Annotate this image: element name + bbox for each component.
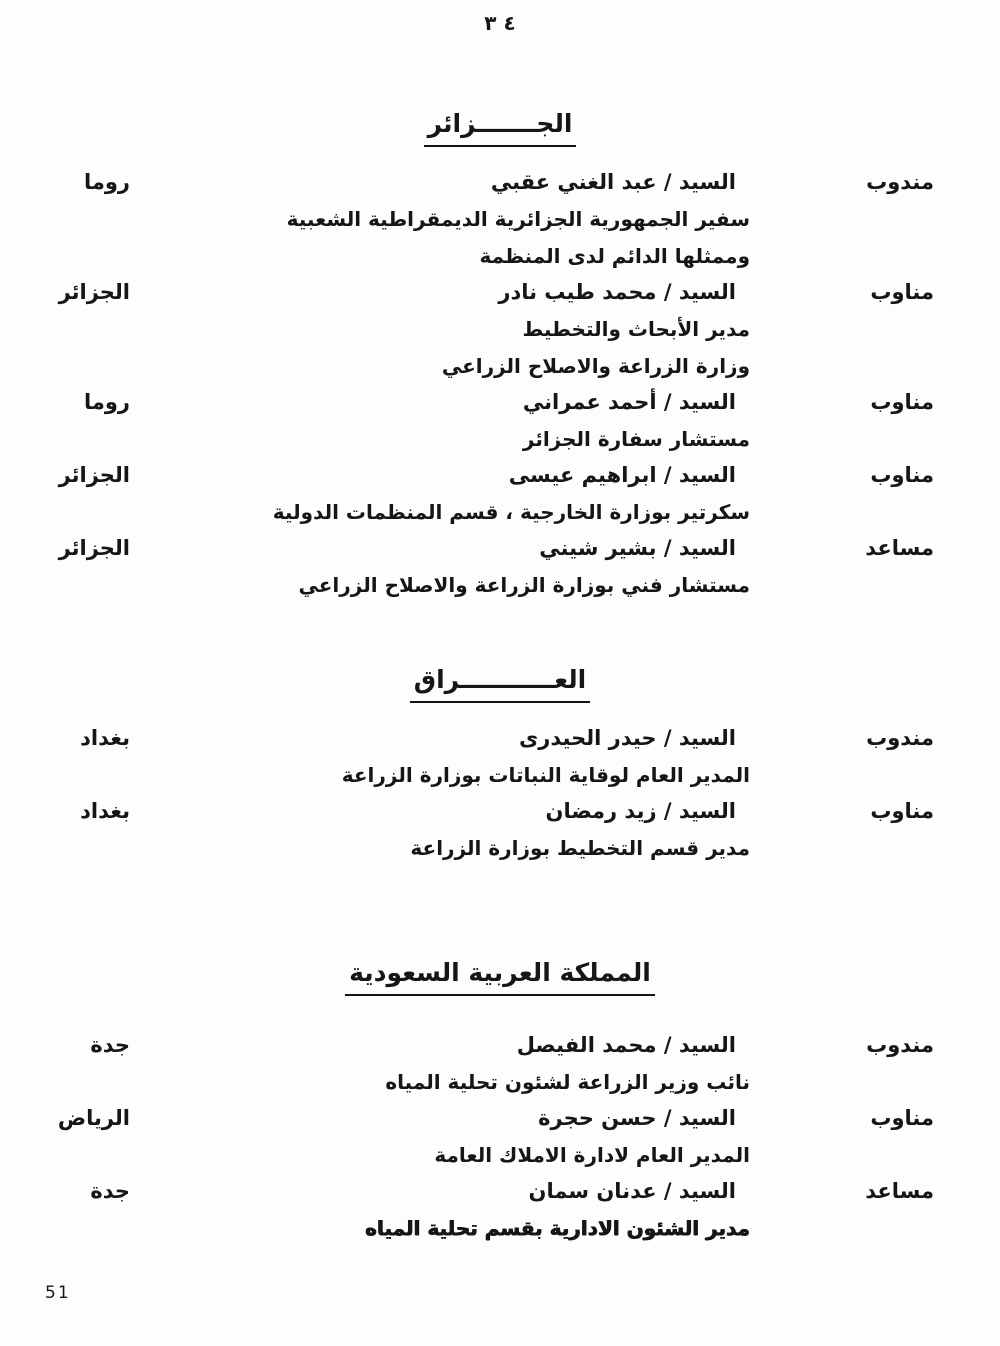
location-label: الجزائر xyxy=(58,280,130,304)
entry-row xyxy=(0,725,1000,751)
delegate-name: السيد / حسن حجرة xyxy=(538,1106,736,1130)
delegate-entry xyxy=(0,535,1000,598)
delegate-title-line: المدير العام لوقاية النباتات بوزارة الزراعة xyxy=(341,763,750,787)
delegate-entry xyxy=(0,1105,1000,1168)
delegate-name: السيد / زيد رمضان xyxy=(545,799,736,823)
entry-row xyxy=(0,462,1000,488)
delegate-title-line: مستشار سفارة الجزائر xyxy=(522,427,750,451)
role-label: مناوب xyxy=(870,280,934,304)
entry-row xyxy=(0,389,1000,415)
delegate-name: السيد / ابراهيم عيسى xyxy=(508,463,736,487)
page-number-top: ٤ ٣ xyxy=(484,11,516,35)
location-label: الرياض xyxy=(57,1106,130,1130)
role-label: مندوب xyxy=(866,1033,934,1057)
section-title-wrap xyxy=(0,108,1000,147)
delegate-name: السيد / عبد الغني عقبي xyxy=(490,170,736,194)
role-label: مساعد xyxy=(865,536,934,560)
section-title-iraq: العـــــــــــراق xyxy=(410,664,591,703)
entry-row xyxy=(0,1178,1000,1204)
entry-row xyxy=(0,279,1000,305)
entry-row xyxy=(0,1032,1000,1058)
delegate-title-line: نائب وزير الزراعة لشئون تحلية المياه xyxy=(385,1070,750,1094)
delegate-entry xyxy=(0,169,1000,269)
role-label: مندوب xyxy=(866,726,934,750)
role-label: مساعد xyxy=(865,1179,934,1203)
location-label: جدة xyxy=(90,1179,130,1203)
delegate-entry xyxy=(0,798,1000,861)
location-label: روما xyxy=(83,170,130,194)
location-label: جدة xyxy=(90,1033,130,1057)
delegate-name: السيد / محمد طيب نادر xyxy=(498,280,736,304)
section-saudi-arabia xyxy=(0,957,1000,1241)
delegate-title-line: مدير الأبحاث والتخطيط xyxy=(522,317,750,341)
entries-list xyxy=(0,725,1000,861)
location-label: بغداد xyxy=(80,799,130,823)
entry-row xyxy=(0,798,1000,824)
delegate-title-line: سكرتير بوزارة الخارجية ، قسم المنظمات الدولية xyxy=(272,500,750,524)
role-label: مناوب xyxy=(870,1106,934,1130)
section-title-algeria: الجـــــــزائر xyxy=(424,108,577,147)
delegate-entry xyxy=(0,279,1000,379)
role-label: مناوب xyxy=(870,390,934,414)
delegate-entry xyxy=(0,462,1000,525)
location-label: الجزائر xyxy=(58,536,130,560)
location-label: بغداد xyxy=(80,726,130,750)
delegate-title-line: مدير الشئون الادارية بقسم تحلية المياه xyxy=(365,1216,750,1240)
delegate-entry xyxy=(0,1178,1000,1241)
delegate-entry xyxy=(0,725,1000,788)
section-title-saudi-arabia: المملكة العربية السعودية xyxy=(345,957,655,996)
role-label: مناوب xyxy=(870,463,934,487)
section-iraq xyxy=(0,664,1000,861)
entry-row xyxy=(0,1105,1000,1131)
delegate-title-line: مستشار فني بوزارة الزراعة والاصلاح الزراعي xyxy=(298,573,750,597)
delegate-entry xyxy=(0,1032,1000,1095)
entries-list xyxy=(0,1032,1000,1241)
delegate-name: السيد / بشير شيني xyxy=(539,536,736,560)
delegate-name: السيد / أحمد عمراني xyxy=(522,390,736,414)
delegate-name: السيد / محمد الفيصل xyxy=(516,1033,736,1057)
entries-list xyxy=(0,169,1000,598)
delegate-title-line: سفير الجمهورية الجزائرية الديمقراطية الشعبية xyxy=(286,207,750,231)
delegate-name: السيد / حيدر الحيدرى xyxy=(519,726,736,750)
delegate-title-line: مدير قسم التخطيط بوزارة الزراعة xyxy=(410,836,750,860)
section-title-wrap xyxy=(0,957,1000,996)
delegate-entry xyxy=(0,389,1000,452)
role-label: مندوب xyxy=(866,170,934,194)
delegate-title-line: وممثلها الدائم لدى المنظمة xyxy=(479,244,750,268)
page-number-bottom: 51 xyxy=(45,1283,71,1303)
role-label: مناوب xyxy=(870,799,934,823)
entry-row xyxy=(0,535,1000,561)
section-algeria xyxy=(0,108,1000,598)
delegate-name: السيد / عدنان سمان xyxy=(528,1179,736,1203)
delegate-title-line: وزارة الزراعة والاصلاح الزراعي xyxy=(441,354,750,378)
entry-row xyxy=(0,169,1000,195)
location-label: روما xyxy=(83,390,130,414)
section-title-wrap xyxy=(0,664,1000,703)
location-label: الجزائر xyxy=(58,463,130,487)
delegate-title-line: المدير العام لادارة الاملاك العامة xyxy=(434,1143,750,1167)
